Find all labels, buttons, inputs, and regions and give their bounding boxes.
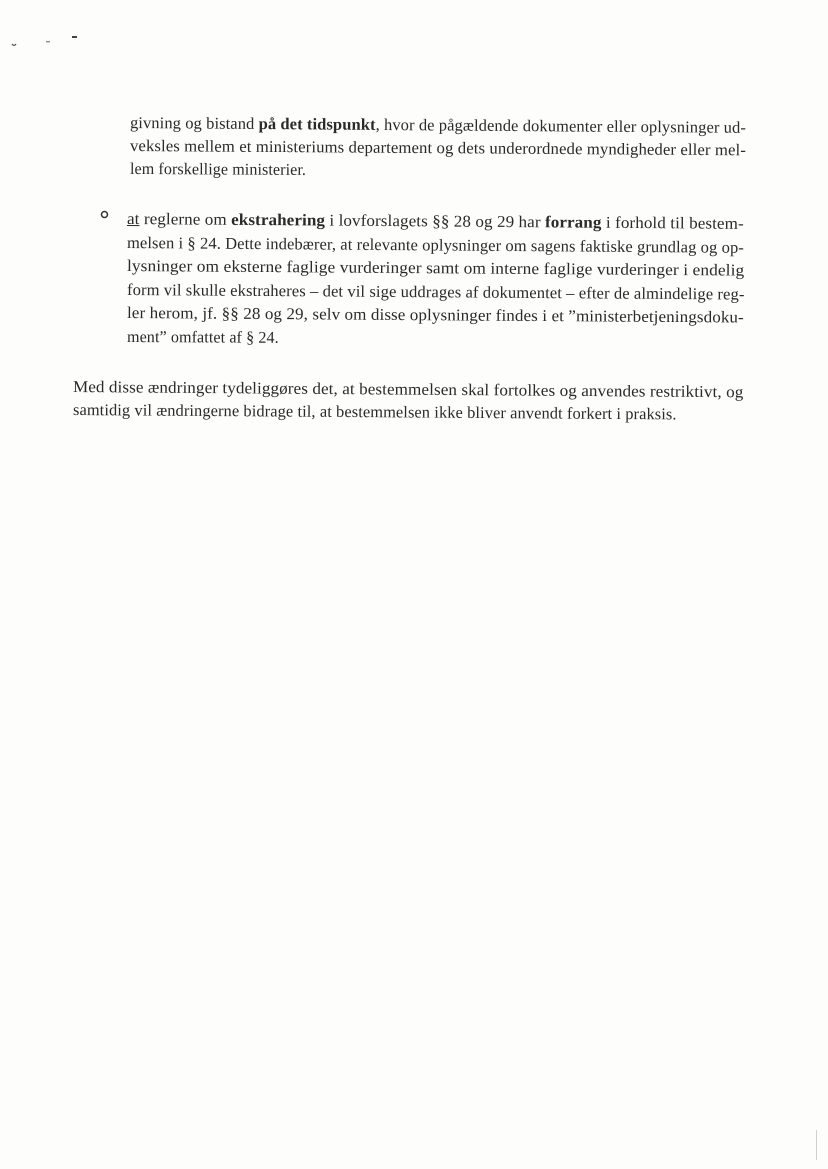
underlined-text: at: [126, 209, 140, 229]
bullet-item-line: [127, 232, 744, 259]
text-segment: , hvor de pågældende dokumenter eller oplysninger ud-: [375, 114, 747, 137]
text-segment: givning og bistand: [129, 113, 259, 134]
text-segment: Med disse ændringer tydeliggøres det, at bestemmelsen skal fortolkes og anvendes restriktivt, og: [72, 377, 744, 402]
scan-edge-mark: [816, 1130, 818, 1160]
text-segment: i forhold til bestem-: [601, 212, 744, 233]
text-segment: ler herom, jf. §§ 28 og 29, selv om disse oplysninger findes i et ”ministerbetjeningsdoku-: [126, 303, 744, 327]
bullet-item-line: [127, 279, 745, 306]
hollow-circle-bullet-icon: [100, 210, 109, 219]
continued-paragraph-line: [130, 158, 306, 181]
text-segment: form vil skulle ekstraheres – det vil sige uddrages af dokumentet – efter de almindelige reg-: [126, 279, 745, 304]
emphasis-text: forrang: [544, 212, 602, 232]
continued-paragraph-line: [130, 135, 746, 161]
bullet-item-line: [127, 208, 744, 235]
bullet-item-line: [127, 255, 744, 282]
emphasis-text: ekstrahering: [231, 209, 326, 230]
emphasis-text: på det tidspunkt: [258, 114, 376, 134]
text-segment: i lovforslagets §§ 28 og 29 har: [324, 210, 546, 232]
text-segment: melsen i § 24. Dette indebærer, at relevante oplysninger om sagens faktiske grundlag og op-: [126, 232, 745, 257]
text-segment: veksles mellem et ministeriums departement og dets underordnede myndigheder eller mel-: [129, 136, 747, 160]
scan-artifact-marks: [8, 34, 88, 48]
text-segment: reglerne om: [139, 209, 232, 229]
bullet-item-line: [127, 302, 744, 329]
text-segment: lysninger om eksterne faglige vurderinger samt om interne faglige vurderinger i endelig: [126, 256, 745, 280]
text-segment: samtidig vil ændringerne bidrage til, at bestemmelsen ikke bliver anvendt forkert i praksis.: [72, 400, 677, 424]
bullet-item-line: [127, 326, 279, 349]
text-segment: ment” omfattet af § 24.: [126, 327, 279, 347]
closing-paragraph-line: [73, 399, 677, 425]
text-segment: lem forskellige ministerier.: [129, 159, 307, 179]
